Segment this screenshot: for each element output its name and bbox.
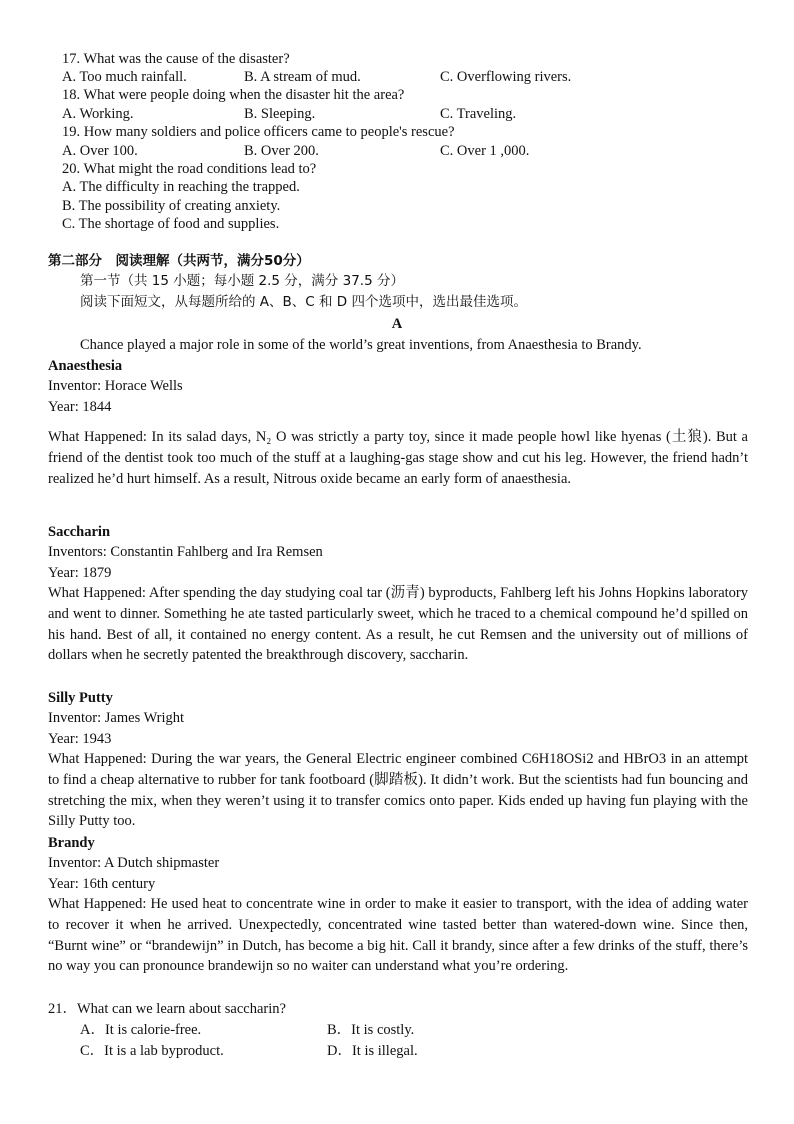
q17-option-b: B. A stream of mud. — [244, 69, 361, 85]
brandy-inventor: Inventor: A Dutch shipmaster — [48, 855, 220, 871]
saccharin-year: Year: 1879 — [48, 565, 112, 581]
putty-year: Year: 1943 — [48, 731, 112, 747]
q19-option-b: B. Over 200. — [244, 143, 319, 159]
anaesthesia-body: What Happened: In its salad days, N₂ O was strictly a party toy, since it made people howl like hyenas (土狼). But a friend of the dentist took too much of the stuff at a laughing-gas stage show and cut his leg. However, the friend hadn’t realized he’d hurt himself. As a result, Nitrous oxide became an early form of anaesthesia. — [48, 429, 748, 487]
brandy-title: Brandy — [48, 835, 95, 851]
q18-option-c: C. Traveling. — [440, 106, 517, 122]
question-17: 17. What was the cause of the disaster? — [62, 51, 290, 67]
reading-instruction: 阅读下面短文，从每题所给的 A、B、C 和 D 四个选项中，选出最佳选项。 — [80, 294, 527, 310]
putty-inventor: Inventor: James Wright — [48, 710, 185, 726]
saccharin-title: Saccharin — [48, 524, 111, 540]
saccharin-inventor: Inventors: Constantin Fahlberg and Ira Remsen — [48, 544, 323, 560]
q17-option-c: C. Overflowing rivers. — [440, 69, 572, 85]
brandy-body: What Happened: He used heat to concentrate wine in order to make it easier to transport, with the idea of adding water to recover it when he arrived. Unexpectedly, concentrated wine tasted better than watered-down wine. Since then, “Burnt wine” or “brandewijn” in Dutch, has become a big hit. Call it brandy, since after a few drinks of the stuff, there’s no way you can pronounce brandewijn so no waiter can understand what you’re ordering. — [48, 896, 748, 975]
q21-option-b: B．It is costly. — [327, 1022, 415, 1038]
q21-option-a: A．It is calorie-free. — [80, 1022, 202, 1038]
question-19: 19. How many soldiers and police officers came to people's rescue? — [62, 124, 455, 140]
section1-heading: 第一节（共 15 小题；每小题 2.5 分，满分 37.5 分） — [80, 273, 404, 289]
putty-body: What Happened: During the war years, the General Electric engineer combined C6H18OSi2 and HBrO3 in an attempt to find a cheap alternative to rubber for tank footboard (脚踏板). It didn’t work. But the scientists had fun bouncing and stretching the mix, when they weren’t using it to transfer comics onto paper. Kids ended up having fun playing with the Silly Putty too. — [48, 751, 748, 830]
brandy-year: Year: 16th century — [48, 876, 156, 892]
putty-title: Silly Putty — [48, 690, 113, 706]
anaesthesia-title: Anaesthesia — [48, 358, 123, 374]
q21-option-c: C．It is a lab byproduct. — [80, 1043, 224, 1059]
passage-letter: A — [391, 316, 403, 332]
q20-option-a: A. The difficulty in reaching the trapped. — [62, 179, 300, 195]
q20-option-c: C. The shortage of food and supplies. — [62, 216, 280, 232]
q21-option-d: D．It is illegal. — [327, 1043, 418, 1059]
q20-option-b: B. The possibility of creating anxiety. — [62, 198, 281, 214]
passage-intro: Chance played a major role in some of the world’s great inventions, from Anaesthesia to Brandy. — [80, 337, 642, 353]
question-21: 21．What can we learn about saccharin? — [48, 1001, 286, 1017]
question-18: 18. What were people doing when the disaster hit the area? — [62, 87, 405, 103]
q18-option-b: B. Sleeping. — [244, 106, 316, 122]
q17-option-a: A. Too much rainfall. — [62, 69, 187, 85]
q19-option-a: A. Over 100. — [62, 143, 138, 159]
question-20: 20. What might the road conditions lead to? — [62, 161, 317, 177]
q18-option-a: A. Working. — [62, 106, 134, 122]
anaesthesia-year: Year: 1844 — [48, 399, 112, 415]
saccharin-body: What Happened: After spending the day studying coal tar (沥青) byproducts, Fahlberg left his Johns Hopkins laboratory and went to dinner. Something he ate tasted particularly sweet, which he traced to a chemical compound he’d spilled on his hand. Best of all, it contained no energy content. As a result, he cut Remsen and the university out of millions of dollars when he secretly patented the breakthrough discovery, saccharin. — [48, 585, 748, 664]
anaesthesia-inventor: Inventor: Horace Wells — [48, 378, 183, 394]
part2-heading: 第二部分 阅读理解（共两节，满分50分） — [48, 253, 310, 269]
q19-option-c: C. Over 1 ,000. — [440, 143, 530, 159]
